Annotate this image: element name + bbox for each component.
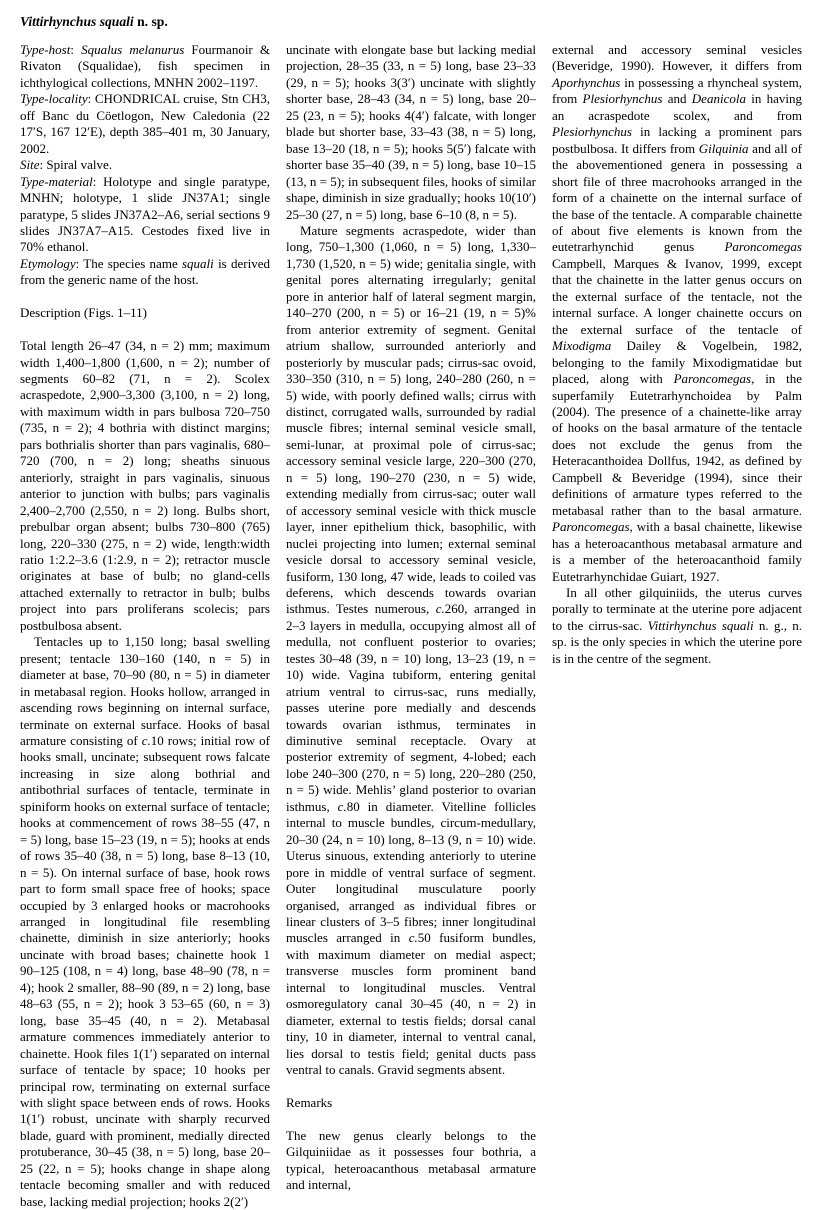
paragraph: Mature segments acraspedote, wider than long, 750–1,300 (1,060, n = 5) long, 1,330–1,730 (1,520, n = 5) wide; genitalia single, with genital pores alternating irregularly; genital pore in anterior half of lateral segment margin, 140–270 (200, n = 5) or 16–21 (19, n = 5)% from anterior extremity of segment. Genital atrium shallow, surrounded anteriorly and posteriorly by muscular pads; cirrus-sac ovoid, 330–350 (310, n = 5) long, 240–280 (260, n = 5) wide, with poorly defined walls; cirrus with distinct, corrugated walls, surrounded by radial muscle fibres; internal seminal vesicle small, semi-lunar, at proximal pole of cirrus-sac; accessory seminal vesicle large, 220–300 (270, n = 5) long, 190–270 (230, n = 5) wide, extending medially from cirrus-sac; outer wall of accessory seminal vesicle with thick muscle layer, inner epithelium thick, basophilic, with nuclei projecting into lumen; external seminal vesicle dorsal to accessory seminal vesicle, fusiform, 130 long, 47 wide, leads to coiled vas deferens, which descends towards ovarian isthmus. Testes numerous, c.260, arranged in 2–3 layers in medulla, occupying almost all of medulla, not confluent posterior to ovaries; testes 30–48 (39, n = 10) long, 13–23 (19, n = 10) wide. Vagina tubiform, entering genital atrium ventral to cirrus-sac, runs medially, passes uterine pore medially and descends towards ovarian isthmus, terminates in diminutive seminal receptacle. Ovary at posterior extremity of segment, 4-lobed; each lobe 240–300 (270, n = 5) long, 220–280 (250, n = 5) wide. Mehlis’ gland posterior to ovarian isthmus, c.80 in diameter. Vitelline follicles internal to muscle bundles, circum-medullary, 20–30 (24, n = 10) long, 8–13 (9, n = 10) wide. Uterus sinuous, extending anteriorly to uterine pore in middle of ventral surface of segment. Outer longitudinal musculature poorly organised, arranged as individual fibres or linear clusters of 3–5 fibres; inner longitudinal muscles arranged in c.50 fusiform bundles, with maximum diameter on medial aspect; transverse muscles form prominent band internal to longitudinal muscles. Ventral osmoregulatory canal 30–45 (40, n = 2) in diameter, external to testis fields; dorsal canal tiny, 10 in diameter, internal to ventral canal, lies dorsal to testis field; genital ducts pass ventral to canals. Gravid segments absent. (286, 222, 536, 1078)
paragraph: Tentacles up to 1,150 long; basal swelling present; tentacle 130–160 (140, n = 5) in diameter at base, 70–90 (80, n = 5) in diameter in metabasal region. Hooks hollow, arranged in ascending rows beginning on internal surface, terminate on external surface. Hooks of basal armature consisting of c.10 rows; initial row of hooks small, uncinate; subsequent rows falcate increasing in size along bothrial and antibothrial surfaces of tentacle, terminate in spiniform hooks on external surface of tentacle; hooks at commencement of rows 38–55 (47, n = 5) long, base 15–23 (19, n = 5); hooks at ends of rows 35–40 (38, n = 5) long, base 8–13 (10, n = 5). On internal surface of base, hook rows part to form small space free of hooks; space occupied by 3 enlarged hooks or macrohooks arranged in longitudinal file resembling chainette, diminish in size anteriorly; hooks uncinate with broad bases; chainette hook 1 90–125 (108, n = 4) long, base 48–90 (78, n = 4); hook 2 smaller, 88–90 (89, n = 2) long, base 48–63 (55, n = 2); hook 3 53–65 (60, n = 3) long, base 35–45 (40, n = 2). Metabasal armature commences immediately anterior to chainette. Hook files 1(1′) separated on internal surface of tentacle by space; 10 hooks per principal row, terminating on external surface with slight space between ends of rows. Hooks 1(1′) robust, uncinate with sharply recurved blade, guard with prominent, medially directed protuberance, 30–45 (38, n = 5) long, base 20–25 (22, n = 5); hooks change in shape along tentacle becoming smaller and with reduced base, lacking medial projection; hooks 2(2′) (20, 634, 271, 1209)
paragraph: In all other gilquiniids, the uterus curves porally to terminate at the uterine pore adjacent to the cirrus-sac. Vittirhynchus squali n. g., n. sp. is the only species in which the uterine pore is in the centre of the segment. (552, 584, 802, 666)
column-left (20, 13, 271, 1209)
section-heading: Description (Figs. 1–11) (20, 305, 147, 321)
paragraph: Etymology: The species name squali is derived from the generic name of the host. (20, 255, 271, 288)
paragraph: external and accessory seminal vesicles (Beveridge, 1990). However, it differs from Aporhynchus in possessing a rhyncheal system, from Plesiorhynchus and Deanicola in having an acraspedote scolex, and from Plesiorhynchus in lacking a prominent pars postbulbosa. It differs from Gilquinia and all of the abovementioned genera in possessing a short file of three macrohooks arranged in the form of a chainette on the internal surface of the base of the tentacle. A comparable chainette of about five elements is known from the eutetrarhynchid genus Paroncomegas Campbell, Marques & Ivanov, 1999, except that the chainette in the latter genus occurs on the external surface of the tentacle, not the internal surface. A longer chainette occurs on the external surface of the tentacle of Mixodigma Dailey & Vogelbein, 1982, belonging to the family Mixodigmatidae but placed, along with Paroncomegas, in the superfamily Eutetrarhynchoidea by Palm (2004). The presence of a chainette-like array of hooks on the basal armature of the tentacle does not exclude the genus from the Heteracanthoidea Dollfus, 1942, as defined by Campbell & Beveridge (1994), since their definitions of armature types referred to the metabasal rather than to the basal armature. Paroncomegas, with a basal chainette, likewise has a heteroacanthous metabasal armature and is a member of the heteroacanthoid family Eutetrarhynchidae Guiart, 1927. (552, 42, 802, 584)
paragraph: Total length 26–47 (34, n = 2) mm; maximum width 1,400–1,800 (1,600, n = 2); number of segments 60–82 (71, n = 2). Scolex acraspedote, 2,900–3,300 (3,100, n = 2) long, with maximum width in pars bulbosa 720–750 (735, n = 2); 4 bothria with distinct margins; pars bothrialis shorter than pars vaginalis, 680–720 (700, n = 2) long; sheaths sinuous anteriorly, straight in pars vaginalis, sinuous anterior to junction with bulbs; pars vaginalis 2,400–2,700 (2,550, n = 2) long. Bulbs short, prebulbar organ absent; bulbs 730–800 (765) long, 220–330 (275, n = 2) wide, length:width ratio 1:2.2–3.6 (1:2.9, n = 2); retractor muscle originates at base of bulb; no gland-cells attached externally to retractor in bulb; bulbs project into pars proliferans scolecis; pars postbulbosa absent. (20, 338, 270, 633)
paragraph: Site: Spiral valve. (20, 157, 113, 173)
article-title: Vittirhynchus squali n. sp. (20, 14, 168, 29)
paragraph: Type-material: Holotype and single paratype, MNHN; holotype, 1 slide JN37A1; single paratype, 5 slides JN37A2–A6, serial sections 9 slides JN37A7–A15. Cestodes fixed live in 70% ethanol. (20, 173, 270, 255)
paragraph: Type-locality: CHONDRICAL cruise, Stn CH3, off Banc du Cöetlogon, New Caledonia (22 17′S, 167 12′E), depth 385–401 m, 30 January, 2002. (20, 91, 270, 156)
paragraph: uncinate with elongate base but lacking medial projection, 28–35 (33, n = 5) long, base 23–33 (29, n = 5); hooks 3(3′) uncinate with slightly shorter base, 28–43 (34, n = 5) long, base 20–25 (23, n = 5); hooks 4(4′) falcate, with longer blade but shorter base, 33–43 (38, n = 5) long, base 13–20 (18, n = 5); hooks 5(5′) falcate with shorter base 35–40 (39, n = 5) long, base 10–15 (13, n = 5); in subsequent files, hooks of similar shape, diminish in size gradually; hooks 10(10′) 25–30 (27, n = 5) long, base 6–10 (8, n = 5). (286, 42, 536, 222)
column-right (552, 13, 802, 1008)
paragraph: The new genus clearly belongs to the Gilquiniidae as it possesses four bothria, a typical, heteroacanthous metabasal armature and internal, (286, 1127, 536, 1193)
paragraph: Type-host: Squalus melanurus Fourmanoir & Rivaton (Squalidae), fish specimen in ichthylogical collections, MNHN 2002–1197. (20, 42, 270, 90)
section-heading: Remarks (286, 1094, 333, 1110)
column-middle (286, 13, 536, 1193)
